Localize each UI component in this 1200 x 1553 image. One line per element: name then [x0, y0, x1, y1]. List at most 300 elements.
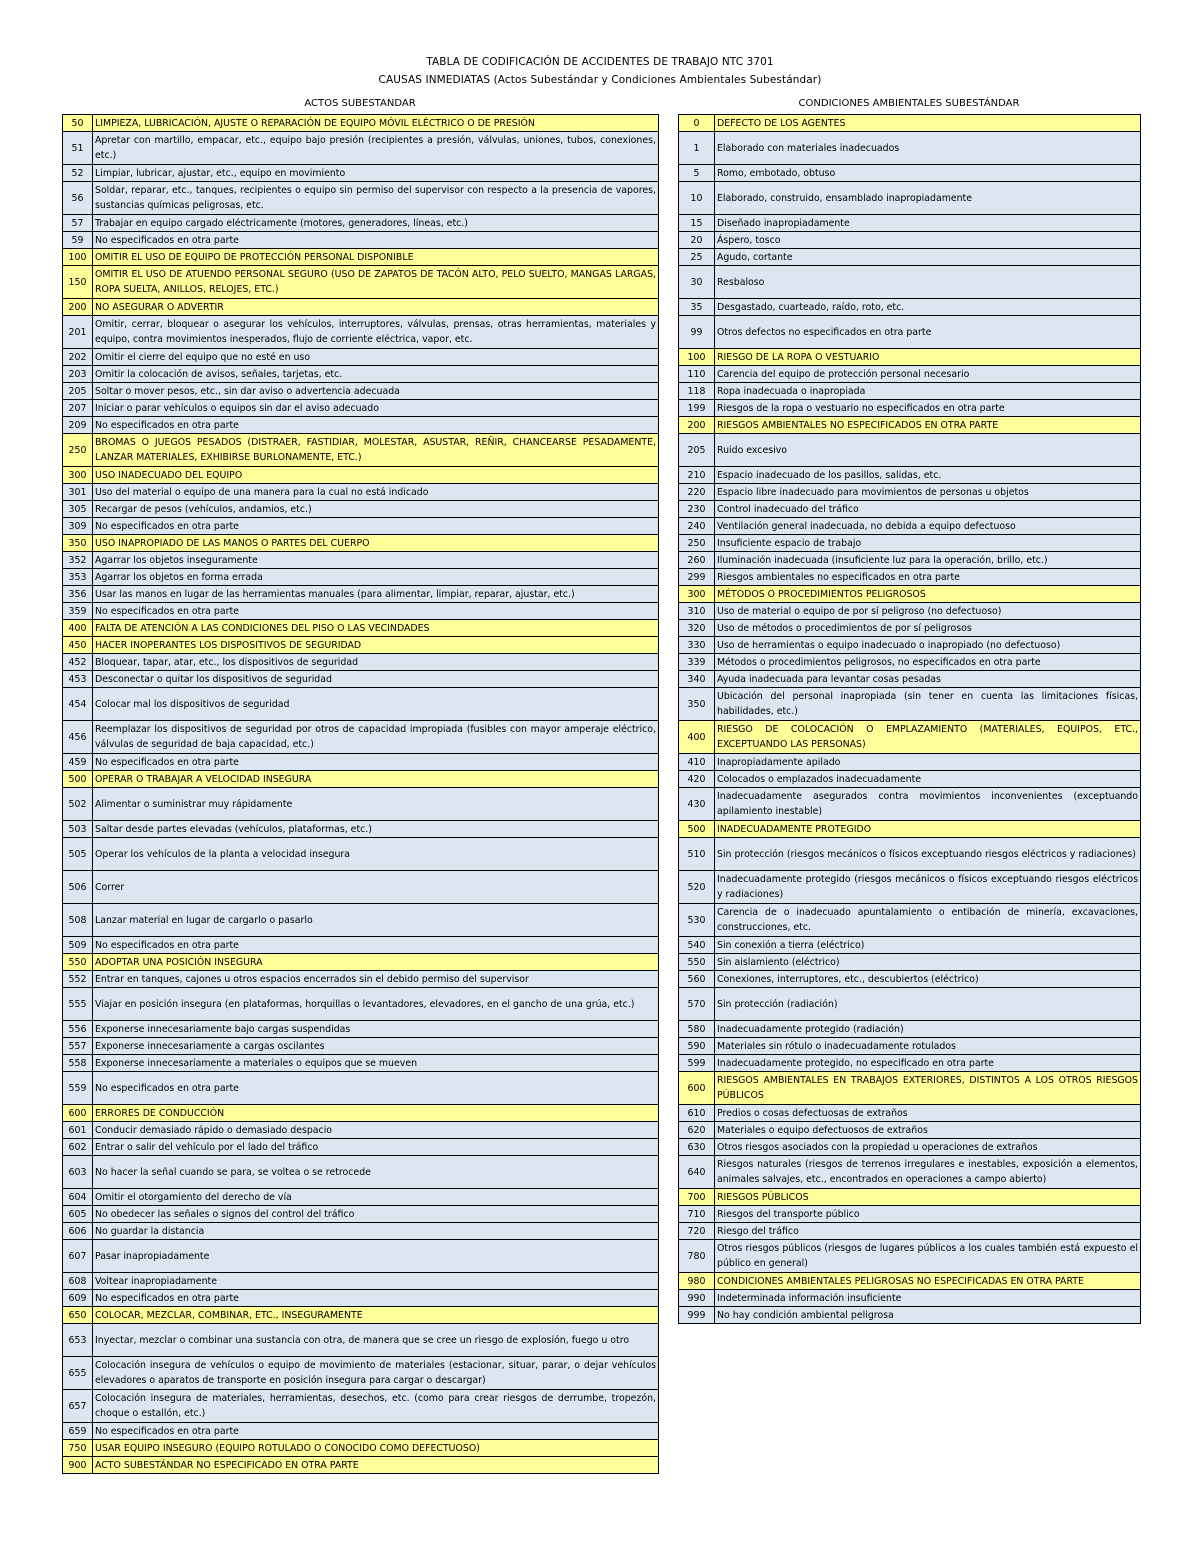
description-cell: MÉTODOS O PROCEDIMIENTOS PELIGROSOS — [715, 586, 1141, 603]
table-row — [63, 316, 659, 349]
code-cell: 456 — [63, 721, 93, 754]
table-row — [63, 1072, 659, 1105]
code-cell: 52 — [63, 165, 93, 182]
description-cell: Ventilación general inadecuada, no debida a equipo defectuoso — [715, 518, 1141, 535]
code-cell: 199 — [679, 400, 715, 417]
description-cell: Uso del material o equipo de una manera para la cual no está indicado — [93, 484, 659, 501]
description-cell: Carencia de o inadecuado apuntalamiento o entibación de minería, excavaciones, construcciones, etc. — [715, 904, 1141, 937]
table-row — [679, 1307, 1141, 1324]
category-row — [679, 821, 1141, 838]
code-cell: 352 — [63, 552, 93, 569]
description-cell: Agarrar los objetos inseguramente — [93, 552, 659, 569]
code-cell: 620 — [679, 1122, 715, 1139]
description-cell: HACER INOPERANTES LOS DISPOSITIVOS DE SEGURIDAD — [93, 637, 659, 654]
table-row — [63, 501, 659, 518]
description-cell: OPERAR O TRABAJAR A VELOCIDAD INSEGURA — [93, 771, 659, 788]
code-cell: 503 — [63, 821, 93, 838]
table-row — [63, 182, 659, 215]
table-row — [63, 1156, 659, 1189]
code-cell: 350 — [63, 535, 93, 552]
table-row — [63, 586, 659, 603]
code-cell: 990 — [679, 1290, 715, 1307]
code-cell: 590 — [679, 1038, 715, 1055]
table-row — [679, 937, 1141, 954]
table-row — [63, 1055, 659, 1072]
category-row — [63, 637, 659, 654]
category-row — [63, 1440, 659, 1457]
table-row — [679, 383, 1141, 400]
table-row — [63, 132, 659, 165]
description-cell: Pasar inapropiadamente — [93, 1240, 659, 1273]
description-cell: Desgastado, cuarteado, raído, roto, etc. — [715, 299, 1141, 316]
code-cell: 301 — [63, 484, 93, 501]
code-cell: 508 — [63, 904, 93, 937]
table-row — [63, 937, 659, 954]
table-row — [679, 182, 1141, 215]
description-cell: RIESGO DE LA ROPA O VESTUARIO — [715, 349, 1141, 366]
table-row — [63, 569, 659, 586]
table-row — [63, 484, 659, 501]
code-cell: 20 — [679, 232, 715, 249]
code-cell: 560 — [679, 971, 715, 988]
description-cell: Agarrar los objetos en forma errada — [93, 569, 659, 586]
category-row — [63, 771, 659, 788]
code-cell: 100 — [63, 249, 93, 266]
table-row — [679, 215, 1141, 232]
table-row — [63, 366, 659, 383]
table-row — [63, 688, 659, 721]
code-cell: 305 — [63, 501, 93, 518]
description-cell: No especificados en otra parte — [93, 417, 659, 434]
description-cell: Uso de material o equipo de por sí peligroso (no defectuoso) — [715, 603, 1141, 620]
table-row — [679, 904, 1141, 937]
table-row — [679, 671, 1141, 688]
description-cell: Exponerse innecesariamente bajo cargas suspendidas — [93, 1021, 659, 1038]
code-cell: 450 — [63, 637, 93, 654]
right-column-heading: CONDICIONES AMBIENTALES SUBESTÁNDAR — [798, 98, 1020, 109]
description-cell: No especificados en otra parte — [93, 603, 659, 620]
description-cell: Ubicación del personal inapropiada (sin tener en cuenta las limitaciones físicas, habilidades, etc.) — [715, 688, 1141, 721]
code-cell: 51 — [63, 132, 93, 165]
table-row — [63, 417, 659, 434]
category-row — [679, 349, 1141, 366]
code-cell: 500 — [63, 771, 93, 788]
code-cell: 720 — [679, 1223, 715, 1240]
code-cell: 552 — [63, 971, 93, 988]
category-row — [63, 249, 659, 266]
code-cell: 200 — [63, 299, 93, 316]
description-cell: No especificados en otra parte — [93, 1290, 659, 1307]
code-cell: 459 — [63, 754, 93, 771]
table-row — [679, 535, 1141, 552]
description-cell: Limpiar, lubricar, ajustar, etc., equipo en movimiento — [93, 165, 659, 182]
code-cell: 299 — [679, 569, 715, 586]
table-row — [679, 1021, 1141, 1038]
description-cell: Insuficiente espacio de trabajo — [715, 535, 1141, 552]
description-cell: Voltear inapropiadamente — [93, 1273, 659, 1290]
description-cell: Control inadecuado del tráfico — [715, 501, 1141, 518]
table-row — [63, 1122, 659, 1139]
code-cell: 509 — [63, 937, 93, 954]
code-cell: 207 — [63, 400, 93, 417]
description-cell: Riesgos ambientales no especificados en otra parte — [715, 569, 1141, 586]
description-cell: No especificados en otra parte — [93, 518, 659, 535]
description-cell: Otros riesgos públicos (riesgos de lugares públicos a los cuales también está expuesto el público en general) — [715, 1240, 1141, 1273]
description-cell: Inadecuadamente protegido (radiación) — [715, 1021, 1141, 1038]
code-cell: 205 — [679, 434, 715, 467]
table-row — [63, 1223, 659, 1240]
code-cell: 230 — [679, 501, 715, 518]
code-cell: 530 — [679, 904, 715, 937]
code-cell: 35 — [679, 299, 715, 316]
description-cell: Usar las manos en lugar de las herramientas manuales (para alimentar, limpiar, reparar, ajustar, etc.) — [93, 586, 659, 603]
left-column-heading: ACTOS SUBESTANDAR — [304, 98, 416, 109]
category-row — [63, 1457, 659, 1474]
code-cell: 350 — [679, 688, 715, 721]
table-row — [679, 316, 1141, 349]
table-row — [63, 671, 659, 688]
code-cell: 604 — [63, 1189, 93, 1206]
description-cell: Sin aislamiento (eléctrico) — [715, 954, 1141, 971]
description-cell: Trabajar en equipo cargado eléctricamente (motores, generadores, líneas, etc.) — [93, 215, 659, 232]
description-cell: Espacio libre inadecuado para movimientos de personas u objetos — [715, 484, 1141, 501]
table-row — [63, 1038, 659, 1055]
description-cell: Bloquear, tapar, atar, etc., los dispositivos de seguridad — [93, 654, 659, 671]
description-cell: Diseñado inapropiadamente — [715, 215, 1141, 232]
code-cell: 659 — [63, 1423, 93, 1440]
table-row — [63, 1290, 659, 1307]
code-cell: 700 — [679, 1189, 715, 1206]
description-cell: OMITIR EL USO DE EQUIPO DE PROTECCIÓN PERSONAL DISPONIBLE — [93, 249, 659, 266]
description-cell: BROMAS O JUEGOS PESADOS (DISTRAER, FASTIDIAR, MOLESTAR, ASUSTAR, REÑIR, CHANCEARSE PESADAMENTE, LANZAR MATERIALES, EXHIBIRSE BURLONAMENTE, ETC.) — [93, 434, 659, 467]
code-cell: 980 — [679, 1273, 715, 1290]
table-row — [679, 637, 1141, 654]
table-row — [679, 620, 1141, 637]
description-cell: CONDICIONES AMBIENTALES PELIGROSAS NO ESPECIFICADAS EN OTRA PARTE — [715, 1273, 1141, 1290]
category-row — [63, 434, 659, 467]
code-cell: 340 — [679, 671, 715, 688]
description-cell: Espacio inadecuado de los pasillos, salidas, etc. — [715, 467, 1141, 484]
document-title-line2: CAUSAS INMEDIATAS (Actos Subestándar y Condiciones Ambientales Subestándar) — [378, 74, 822, 86]
code-cell: 99 — [679, 316, 715, 349]
code-cell: 420 — [679, 771, 715, 788]
code-cell: 5 — [679, 165, 715, 182]
description-cell: Indeterminada información insuficiente — [715, 1290, 1141, 1307]
description-cell: Reemplazar los dispositivos de seguridad por otros de capacidad impropiada (fusibles con mayor amperaje eléctrico, válvulas de seguridad de baja capacidad, etc.) — [93, 721, 659, 754]
description-cell: NO ASEGURAR O ADVERTIR — [93, 299, 659, 316]
code-cell: 202 — [63, 349, 93, 366]
code-cell: 600 — [679, 1072, 715, 1105]
description-cell: COLOCAR, MEZCLAR, COMBINAR, ETC., INSEGURAMENTE — [93, 1307, 659, 1324]
description-cell: Omitir el otorgamiento del derecho de vía — [93, 1189, 659, 1206]
table-row — [679, 971, 1141, 988]
description-cell: Inyectar, mezclar o combinar una sustancia con otra, de manera que se cree un riesgo de explosión, fuego u otro — [93, 1324, 659, 1357]
code-cell: 25 — [679, 249, 715, 266]
code-cell: 453 — [63, 671, 93, 688]
code-cell: 209 — [63, 417, 93, 434]
description-cell: Materiales sin rótulo o inadecuadamente rotulados — [715, 1038, 1141, 1055]
code-cell: 606 — [63, 1223, 93, 1240]
table-row — [63, 838, 659, 871]
code-cell: 430 — [679, 788, 715, 821]
description-cell: USO INADECUADO DEL EQUIPO — [93, 467, 659, 484]
description-cell: Entrar en tanques, cajones u otros espacios encerrados sin el debido permiso del supervisor — [93, 971, 659, 988]
description-cell: RIESGOS PÚBLICOS — [715, 1189, 1141, 1206]
description-cell: Recargar de pesos (vehículos, andamios, etc.) — [93, 501, 659, 518]
code-cell: 999 — [679, 1307, 715, 1324]
code-cell: 118 — [679, 383, 715, 400]
description-cell: No obedecer las señales o signos del control del tráfico — [93, 1206, 659, 1223]
code-cell: 780 — [679, 1240, 715, 1273]
table-row — [679, 771, 1141, 788]
table-row — [679, 501, 1141, 518]
table-row — [679, 1223, 1141, 1240]
category-row — [63, 467, 659, 484]
description-cell: DEFECTO DE LOS AGENTES — [715, 115, 1141, 132]
description-cell: FALTA DE ATENCIÓN A LAS CONDICIONES DEL PISO O LAS VECINDADES — [93, 620, 659, 637]
description-cell: ERRORES DE CONDUCCIÓN — [93, 1105, 659, 1122]
code-cell: 610 — [679, 1105, 715, 1122]
table-row — [63, 721, 659, 754]
category-row — [63, 299, 659, 316]
code-cell: 310 — [679, 603, 715, 620]
description-cell: Entrar o salir del vehículo por el lado del tráfico — [93, 1139, 659, 1156]
code-cell: 605 — [63, 1206, 93, 1223]
table-row — [63, 400, 659, 417]
code-cell: 570 — [679, 988, 715, 1021]
code-cell: 400 — [63, 620, 93, 637]
description-cell: Saltar desde partes elevadas (vehículos, plataformas, etc.) — [93, 821, 659, 838]
description-cell: Métodos o procedimientos peligrosos, no especificados en otra parte — [715, 654, 1141, 671]
table-row — [63, 518, 659, 535]
table-row — [63, 165, 659, 182]
code-cell: 57 — [63, 215, 93, 232]
category-row — [679, 586, 1141, 603]
table-row — [679, 654, 1141, 671]
description-cell: No guardar la distancia — [93, 1223, 659, 1240]
table-row — [679, 1055, 1141, 1072]
description-cell: Exponerse innecesariamente a materiales o equipos que se mueven — [93, 1055, 659, 1072]
description-cell: INADECUADAMENTE PROTEGIDO — [715, 821, 1141, 838]
table-row — [679, 1105, 1141, 1122]
description-cell: Elaborado con materiales inadecuados — [715, 132, 1141, 165]
description-cell: Alimentar o suministrar muy rápidamente — [93, 788, 659, 821]
code-cell: 559 — [63, 1072, 93, 1105]
description-cell: Elaborado, construido, ensamblado inapropiadamente — [715, 182, 1141, 215]
code-cell: 300 — [679, 586, 715, 603]
description-cell: Áspero, tosco — [715, 232, 1141, 249]
description-cell: USO INAPROPIADO DE LAS MANOS O PARTES DEL CUERPO — [93, 535, 659, 552]
description-cell: Ropa inadecuada o inapropiada — [715, 383, 1141, 400]
code-cell: 650 — [63, 1307, 93, 1324]
code-cell: 608 — [63, 1273, 93, 1290]
table-row — [679, 518, 1141, 535]
table-row — [679, 1290, 1141, 1307]
table-row — [679, 1156, 1141, 1189]
description-cell: Desconectar o quitar los dispositivos de seguridad — [93, 671, 659, 688]
table-row — [679, 1139, 1141, 1156]
table-row — [679, 132, 1141, 165]
table-row — [63, 971, 659, 988]
category-row — [63, 535, 659, 552]
table-row — [63, 383, 659, 400]
condiciones-ambientales-table — [678, 114, 1141, 1324]
description-cell: No especificados en otra parte — [93, 937, 659, 954]
table-row — [63, 1423, 659, 1440]
category-row — [679, 1273, 1141, 1290]
category-row — [63, 1105, 659, 1122]
code-cell: 510 — [679, 838, 715, 871]
table-row — [679, 434, 1141, 467]
description-cell: Exponerse innecesariamente a cargas oscilantes — [93, 1038, 659, 1055]
table-row — [63, 349, 659, 366]
table-row — [63, 821, 659, 838]
code-cell: 520 — [679, 871, 715, 904]
table-row — [679, 366, 1141, 383]
code-cell: 655 — [63, 1357, 93, 1390]
description-cell: Romo, embotado, obtuso — [715, 165, 1141, 182]
code-cell: 100 — [679, 349, 715, 366]
code-cell: 502 — [63, 788, 93, 821]
description-cell: Otros defectos no especificados en otra parte — [715, 316, 1141, 349]
description-cell: Uso de herramientas o equipo inadecuado o inapropiado (no defectuoso) — [715, 637, 1141, 654]
code-cell: 750 — [63, 1440, 93, 1457]
description-cell: Riesgos naturales (riesgos de terrenos irregulares e inestables, exposición a elementos, animales salvajes, etc., encontrados en operaciones a campo abierto) — [715, 1156, 1141, 1189]
code-cell: 640 — [679, 1156, 715, 1189]
code-cell: 454 — [63, 688, 93, 721]
description-cell: Sin protección (radiación) — [715, 988, 1141, 1021]
code-cell: 600 — [63, 1105, 93, 1122]
code-cell: 330 — [679, 637, 715, 654]
code-cell: 540 — [679, 937, 715, 954]
code-cell: 505 — [63, 838, 93, 871]
code-cell: 900 — [63, 1457, 93, 1474]
code-cell: 356 — [63, 586, 93, 603]
category-row — [63, 115, 659, 132]
code-cell: 607 — [63, 1240, 93, 1273]
table-row — [63, 1324, 659, 1357]
code-cell: 555 — [63, 988, 93, 1021]
table-row — [679, 467, 1141, 484]
code-cell: 203 — [63, 366, 93, 383]
actos-subestandar-table — [62, 114, 659, 1474]
description-cell: ADOPTAR UNA POSICIÓN INSEGURA — [93, 954, 659, 971]
description-cell: No hacer la señal cuando se para, se voltea o se retrocede — [93, 1156, 659, 1189]
code-cell: 410 — [679, 754, 715, 771]
table-row — [63, 654, 659, 671]
description-cell: Iniciar o parar vehículos o equipos sin dar el aviso adecuado — [93, 400, 659, 417]
table-row — [679, 1038, 1141, 1055]
code-cell: 150 — [63, 266, 93, 299]
description-cell: Agudo, cortante — [715, 249, 1141, 266]
table-row — [63, 1139, 659, 1156]
code-cell: 601 — [63, 1122, 93, 1139]
table-row — [63, 904, 659, 937]
description-cell: Operar los vehículos de la planta a velocidad insegura — [93, 838, 659, 871]
category-row — [679, 1189, 1141, 1206]
code-cell: 558 — [63, 1055, 93, 1072]
description-cell: Viajar en posición insegura (en plataformas, horquillas o levantadores, elevadores, en el gancho de una grúa, etc.) — [93, 988, 659, 1021]
description-cell: Sin protección (riesgos mecánicos o físicos exceptuando riesgos eléctricos y radiaciones) — [715, 838, 1141, 871]
table-row — [679, 838, 1141, 871]
description-cell: Omitir la colocación de avisos, señales, tarjetas, etc. — [93, 366, 659, 383]
description-cell: Otros riesgos asociados con la propiedad u operaciones de extraños — [715, 1139, 1141, 1156]
code-cell: 630 — [679, 1139, 715, 1156]
category-row — [63, 954, 659, 971]
category-row — [679, 115, 1141, 132]
description-cell: OMITIR EL USO DE ATUENDO PERSONAL SEGURO (USO DE ZAPATOS DE TACÓN ALTO, PELO SUELTO, MANGAS LARGAS, ROPA SUELTA, ANILLOS, RELOJES, ETC.) — [93, 266, 659, 299]
code-cell: 30 — [679, 266, 715, 299]
description-cell: No especificados en otra parte — [93, 754, 659, 771]
code-cell: 400 — [679, 721, 715, 754]
description-cell: Materiales o equipo defectuosos de extraños — [715, 1122, 1141, 1139]
table-row — [63, 1390, 659, 1423]
category-row — [679, 417, 1141, 434]
table-row — [63, 1189, 659, 1206]
table-row — [679, 1122, 1141, 1139]
table-row — [679, 1240, 1141, 1273]
description-cell: Conexiones, interruptores, etc., descubiertos (eléctrico) — [715, 971, 1141, 988]
code-cell: 710 — [679, 1206, 715, 1223]
description-cell: Riesgo del tráfico — [715, 1223, 1141, 1240]
table-row — [63, 788, 659, 821]
table-row — [63, 1240, 659, 1273]
table-row — [679, 603, 1141, 620]
description-cell: RIESGOS AMBIENTALES NO ESPECIFICADOS EN OTRA PARTE — [715, 417, 1141, 434]
code-cell: 609 — [63, 1290, 93, 1307]
table-row — [63, 1021, 659, 1038]
table-row — [679, 232, 1141, 249]
table-row — [63, 754, 659, 771]
description-cell: Predios o cosas defectuosas de extraños — [715, 1105, 1141, 1122]
code-cell: 250 — [679, 535, 715, 552]
code-cell: 653 — [63, 1324, 93, 1357]
description-cell: Omitir, cerrar, bloquear o asegurar los vehículos, interruptores, válvulas, prensas, otras herramientas, materiales y equipo, contra movimientos inesperados, flujo de corriente eléctrica, vapor, etc. — [93, 316, 659, 349]
description-cell: Riesgos del transporte público — [715, 1206, 1141, 1223]
table-row — [679, 988, 1141, 1021]
description-cell: Inadecuadamente asegurados contra movimientos inconvenientes (exceptuando apilamiento inestable) — [715, 788, 1141, 821]
document-title-line1: TABLA DE CODIFICACIÓN DE ACCIDENTES DE TRABAJO NTC 3701 — [426, 56, 774, 68]
description-cell: Carencia del equipo de protección personal necesario — [715, 366, 1141, 383]
code-cell: 300 — [63, 467, 93, 484]
code-cell: 59 — [63, 232, 93, 249]
description-cell: Soltar o mover pesos, etc., sin dar aviso o advertencia adecuada — [93, 383, 659, 400]
description-cell: Inadecuadamente protegido, no especificado en otra parte — [715, 1055, 1141, 1072]
table-row — [679, 266, 1141, 299]
description-cell: Apretar con martillo, empacar, etc., equipo bajo presión (recipientes a presión, válvulas, uniones, tubos, conexiones, etc.) — [93, 132, 659, 165]
table-row — [63, 603, 659, 620]
description-cell: Omitir el cierre del equipo que no esté en uso — [93, 349, 659, 366]
table-row — [679, 249, 1141, 266]
description-cell: Conducir demasiado rápido o demasiado despacio — [93, 1122, 659, 1139]
description-cell: Inadecuadamente protegido (riesgos mecánicos o físicos exceptuando riesgos eléctricos y radiaciones) — [715, 871, 1141, 904]
category-row — [63, 620, 659, 637]
description-cell: ACTO SUBESTÁNDAR NO ESPECIFICADO EN OTRA PARTE — [93, 1457, 659, 1474]
code-cell: 550 — [679, 954, 715, 971]
code-cell: 220 — [679, 484, 715, 501]
description-cell: Inapropiadamente apilado — [715, 754, 1141, 771]
table-row — [63, 871, 659, 904]
description-cell: Ruido excesivo — [715, 434, 1141, 467]
code-cell: 339 — [679, 654, 715, 671]
table-row — [63, 552, 659, 569]
table-row — [679, 1206, 1141, 1223]
description-cell: No especificados en otra parte — [93, 1072, 659, 1105]
table-row — [679, 788, 1141, 821]
description-cell: No especificados en otra parte — [93, 1423, 659, 1440]
description-cell: Lanzar material en lugar de cargarlo o pasarlo — [93, 904, 659, 937]
description-cell: Ayuda inadecuada para levantar cosas pesadas — [715, 671, 1141, 688]
